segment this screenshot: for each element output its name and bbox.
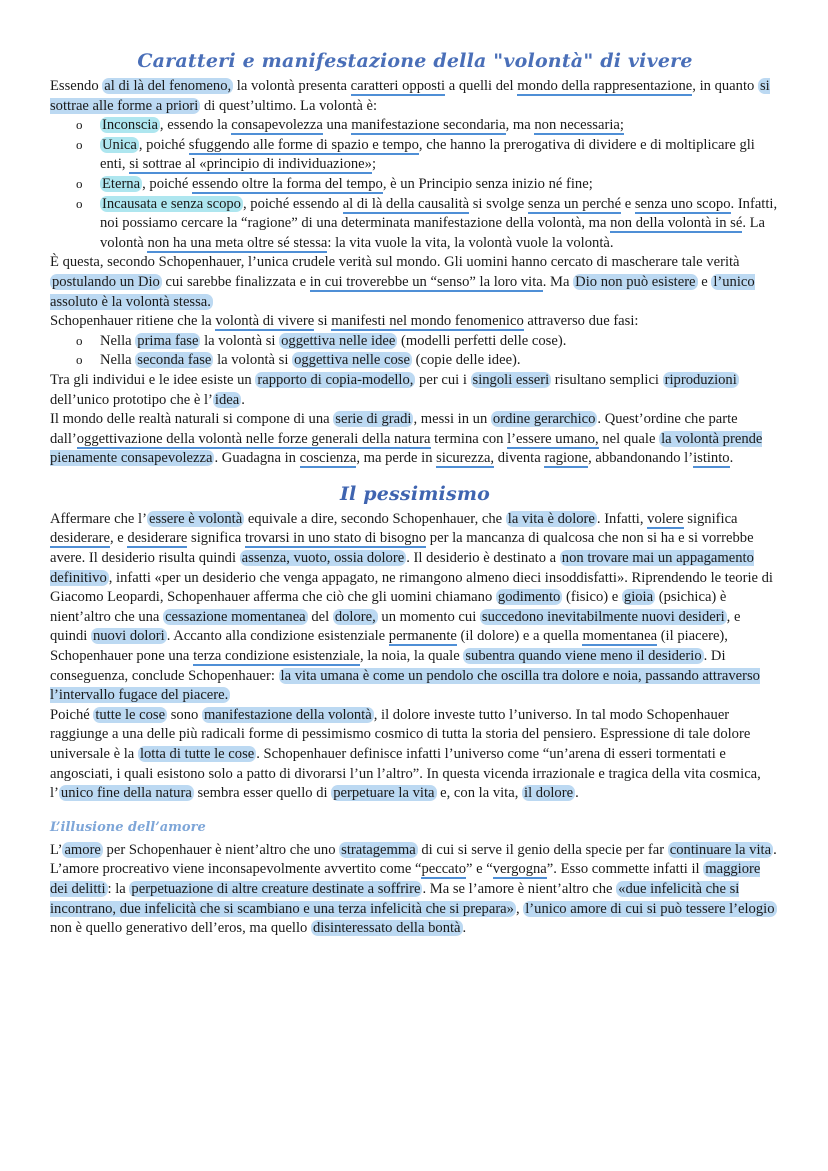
underlined-text: senza un perché: [527, 195, 622, 212]
underlined-text: non necessaria;: [534, 117, 624, 134]
section-title-volonta: Caratteri e manifestazione della "volontà" di vivere: [137, 50, 693, 72]
highlighted-text: riproduzioni: [664, 371, 737, 388]
highlighted-text: rapporto di copia-modello,: [257, 371, 414, 388]
highlighted-text: nuovi dolori: [92, 628, 165, 645]
underlined-text: momentanea: [582, 628, 658, 645]
underlined-text: al di là della causalità: [342, 195, 470, 212]
paragraph: Poiché tutte le cose sono manifestazione della volontà , il dolore investe tutto l’universo. In tal modo Schopenhauer raggiunge a una delle più radicali forme di pessimismo cosmico di tutta la storia del pensiero. Espressione di tale dolore universale è la lotta di tutte le cose . Schopenhauer definisce infatti l’universo come “un’arena di esseri tormentati e angosciati, i quali esistono solo a patto di divorarsi l’un l’altro”. In questa vicenda irrazionale e tragica della vita cosmica, l’ unico fine della natura sembra esser quello di perpetuare la vita e, con la vita, il dolore .: [50, 706, 761, 802]
underlined-text: coscienza: [299, 450, 357, 467]
underlined-text: non ha una meta oltre sé stessa: [147, 234, 328, 251]
highlighted-term: Inconscia: [102, 117, 158, 134]
underlined-text: manifesti nel mondo fenomenico: [331, 313, 524, 330]
paragraph: Essendo al di là del fenomeno, la volontà presenta caratteri opposti a quelli del mondo della rappresentazione, in quanto si sottrae alle forme a priori di quest’ultimo. La volontà è:: [50, 78, 770, 114]
paragraph: Schopenhauer ritiene che la volontà di vivere si manifesti nel mondo fenomenico attraverso due fasi:: [50, 313, 639, 330]
highlighted-text: continuare la vita: [669, 841, 772, 858]
highlighted-text: al di là del fenomeno,: [104, 78, 232, 94]
section-title-amore: L’illusione dell’amore: [50, 819, 206, 835]
highlighted-text: perpetuazione di altre creature destinate a soffrire: [131, 880, 421, 897]
bullet-list: [50, 116, 780, 253]
highlighted-term: Eterna: [102, 175, 141, 192]
underlined-text: ragione: [544, 450, 589, 467]
underlined-text: volontà di vivere: [215, 313, 315, 330]
underlined-text: mondo della rappresentazione: [517, 78, 693, 94]
list-item: o Eterna , poiché essendo oltre la forma del tempo, è un Principio senza inizio né fine;: [100, 175, 780, 195]
highlighted-text: cessazione momentanea: [165, 608, 306, 625]
highlighted-text: godimento: [497, 589, 561, 606]
highlighted-text: succedono inevitabilmente nuovi desideri: [481, 608, 725, 625]
highlighted-text: essere è volontà: [148, 510, 243, 527]
paragraph: Affermare che l’ essere è volontà equivale a dire, secondo Schopenhauer, che la vita è dolore . Infatti, volere significa desiderare, e desiderare significa trovarsi in uno stato di bisogno per la mancanza di qualcosa che non si ha e si vorrebbe avere. Il desiderio risulta quindi assenza, vuoto, ossia dolore . Il desiderio è destinato a non trovare mai un appagamento definitivo , infatti «per un desiderio che venga appagato, ne rimangono almeno dieci insoddisfatti». Riprendendo le teorie di Giacomo Leopardi, Schopenhauer afferma che ciò che gli uomini chiamano godimento (fisico) e gioia (psichica) è nient’altro che una cessazione momentanea del dolore, un momento cui succedono inevitabilmente nuovi desideri , e quindi nuovi dolori . Accanto alla condizione esistenziale permanente (il dolore) e a quella momentanea (il piacere), Schopenhauer pone una terza condizione esistenziale, la noia, la quale subentra quando viene meno il desiderio . Di conseguenza, conclude Schopenhauer: la vita umana è come un pendolo che oscilla tra dolore e noia, passando attraverso l’intervallo fugace del piacere.: [50, 510, 773, 704]
highlighted-text: il dolore: [524, 785, 574, 802]
underlined-text: terza condizione esistenziale: [193, 648, 360, 665]
underlined-text: desiderare: [50, 530, 110, 547]
list-item: o Incausata e senza scopo , poiché essendo al di là della causalità si svolge senza un perché e senza uno scopo. Infatti, noi possiamo cercare la “ragione” di una determinata manifestazione della volontà, ma non della volontà in sé. La volontà non ha una meta oltre sé stessa: la vita vuole la vita, la volontà vuole la volontà.: [100, 195, 780, 254]
highlighted-text: idea: [214, 391, 240, 408]
underlined-text: sicurezza,: [436, 450, 495, 467]
highlighted-text: disinteressato della bontà: [313, 920, 461, 937]
highlighted-text: Dio non può esistere: [575, 273, 696, 290]
list-item: o Nella seconda fase la volontà si oggettiva nelle cose (copie delle idee).: [100, 351, 780, 371]
highlighted-text: singoli esseri: [472, 371, 550, 388]
highlighted-text: postulando un Dio: [52, 273, 160, 290]
underlined-text: vergogna: [492, 861, 547, 878]
highlighted-text: maggiore dei delitti: [50, 861, 761, 897]
underlined-text: permanente: [388, 628, 457, 645]
underlined-text: peccato: [421, 861, 467, 878]
highlighted-text: «due infelicità che si incontrano, due infelicità che si scambiano e una terza infelicità che si prepara»: [50, 880, 740, 917]
highlighted-text: la vita umana è come un pendolo che oscilla tra dolore e noia, passando attraverso l’intervallo fugace del piacere.: [50, 667, 760, 704]
highlighted-text: seconda fase: [137, 352, 212, 369]
highlighted-text: si sottrae alle forme a priori: [50, 78, 770, 114]
underlined-text: sfuggendo alle forme di spazio e tempo: [188, 136, 419, 153]
list-item: o Inconscia , essendo la consapevolezza una manifestazione secondaria, ma non necessaria;: [100, 116, 780, 136]
highlighted-text: l’unico amore di cui si può tessere l’elogio: [525, 900, 775, 917]
paragraph: Tra gli individui e le idee esiste un rapporto di copia-modello, per cui i singoli esseri risultano semplici riproduzioni dell’unico prototipo che è l’ idea .: [50, 371, 737, 408]
highlighted-text: serie di gradi: [335, 411, 412, 428]
underlined-text: volere: [647, 510, 684, 527]
section-title-pessimismo: Il pessimismo: [339, 482, 491, 505]
highlighted-text: assenza, vuoto, ossia dolore: [241, 550, 405, 567]
highlighted-text: subentra quando viene meno il desiderio: [465, 648, 702, 665]
highlighted-text: l’unico assoluto è la volontà stessa.: [50, 273, 755, 310]
paragraph: Il mondo delle realtà naturali si compone di una serie di gradi , messi in un ordine gerarchico . Quest’ordine che parte dall’oggettivazione della volontà nelle forze generali della natura termina con l’essere umano, nel quale la volontà prende pienamente consapevolezza . Guadagna in coscienza, ma perde in sicurezza, diventa ragione, abbandonando l’istinto.: [50, 411, 763, 467]
paragraph: L’ amore per Schopenhauer è nient’altro che uno stratagemma di cui si serve il genio della specie per far continuare la vita . L’amore procreativo viene inconsapevolmente avvertito come “peccato” e “vergogna”. Esso commette infatti il maggiore dei delitti : la perpetuazione di altre creature destinate a soffrire . Ma se l’amore è nient’altro che «due infelicità che si incontrano, due infelicità che si scambiano e una terza infelicità che si prepara» , l’unico amore di cui si può tessere l’elogio non è quello generativo dell’eros, ma quello disinteressato della bontà .: [50, 841, 777, 937]
highlighted-text: gioia: [623, 589, 654, 606]
underlined-text: si sottrae al «principio di individuazione»: [129, 156, 372, 173]
underlined-text: trovarsi in uno stato di bisogno: [244, 530, 427, 547]
underlined-text: consapevolezza: [231, 117, 323, 134]
underlined-text: essendo oltre la forma del tempo: [191, 175, 383, 192]
highlighted-text: oggettiva nelle cose: [294, 352, 410, 369]
highlighted-term: Incausata e senza scopo: [102, 195, 241, 212]
underlined-text: non della volontà in sé: [610, 215, 743, 232]
underlined-text: in cui troverebbe un “senso” la loro vita: [309, 273, 543, 290]
bullet-list: [50, 332, 780, 371]
highlighted-text: lotta di tutte le cose: [139, 746, 255, 762]
highlighted-text: amore: [64, 841, 101, 858]
highlighted-text: la volontà prende pienamente consapevolezza: [50, 430, 763, 467]
highlighted-text: tutte le cose: [95, 706, 166, 723]
underlined-text: caratteri opposti: [350, 78, 446, 94]
highlighted-text: dolore,: [334, 608, 376, 625]
highlighted-text: unico fine della natura: [60, 785, 192, 802]
highlighted-text: prima fase: [137, 332, 199, 349]
paragraph: È questa, secondo Schopenhauer, l’unica crudele verità sul mondo. Gli uomini hanno cercato di mascherare tale verità postulando un Dio cui sarebbe finalizzata e in cui troverebbe un “senso” la loro vita. Ma Dio non può esistere e l’unico assoluto è la volontà stessa.: [50, 254, 755, 310]
highlighted-text: ordine gerarchico: [492, 411, 596, 428]
highlighted-text: perpetuare la vita: [333, 785, 435, 802]
highlighted-text: manifestazione della volontà: [203, 706, 372, 723]
highlighted-text: oggettiva nelle idee: [281, 332, 396, 349]
underlined-text: l’essere umano,: [507, 430, 599, 447]
underlined-text: manifestazione secondaria: [351, 117, 506, 134]
underlined-text: senza uno scopo: [634, 195, 731, 212]
highlighted-term: Unica: [102, 136, 137, 153]
underlined-text: istinto: [693, 450, 730, 467]
highlighted-text: stratagemma: [341, 841, 416, 858]
underlined-text: oggettivazione della volontà nelle forze generali della natura: [76, 430, 431, 447]
highlighted-text: non trovare mai un appagamento definitivo: [50, 550, 754, 586]
highlighted-text: la vita è dolore: [507, 510, 595, 527]
underlined-text: desiderare: [127, 530, 188, 547]
list-item: o Unica , poiché sfuggendo alle forme di spazio e tempo, che hanno la prerogativa di dividere e di moltiplicare gli enti, si sottrae al «principio di individuazione»;: [100, 136, 780, 175]
list-item: o Nella prima fase la volontà si oggettiva nelle idee (modelli perfetti delle cose).: [100, 332, 780, 352]
